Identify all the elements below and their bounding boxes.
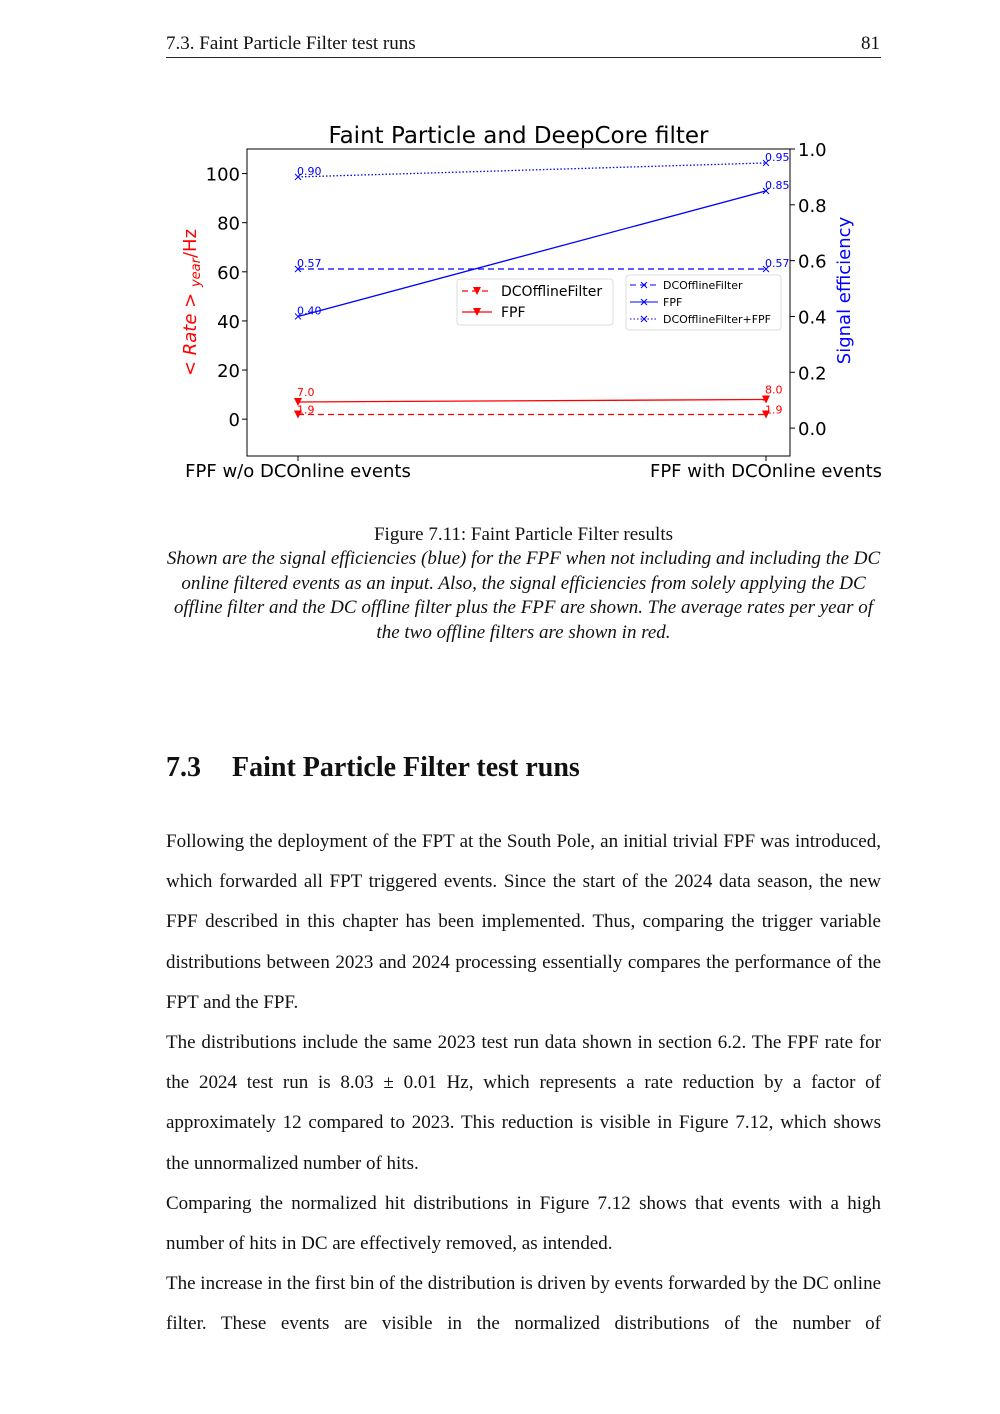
- section-title: Faint Particle Filter test runs: [232, 752, 580, 783]
- y-axis-label-right: Signal efficiency: [834, 216, 855, 365]
- page-number: 81: [861, 33, 880, 54]
- y-tick-label-right: 0.6: [798, 251, 827, 273]
- y-tick-label-right: 0.0: [798, 419, 827, 441]
- data-label: 0.85: [765, 178, 790, 192]
- data-label: 0.57: [765, 257, 790, 271]
- data-label: 1.9: [297, 403, 315, 417]
- y-tick-label-left: 40: [217, 311, 240, 333]
- y-tick-label-left: 0: [228, 410, 240, 432]
- y-axis-label-left: < Rate > $_{year}$/Hz: [180, 228, 204, 377]
- data-label: 0.95: [765, 150, 790, 164]
- y-tick-label-left: 100: [205, 164, 240, 186]
- legend-label: DCOfflineFilter: [501, 284, 603, 300]
- body-text: [166, 822, 881, 1345]
- section-number: 7.3: [166, 752, 201, 783]
- data-label: 0.40: [297, 304, 322, 318]
- data-label: 7.0: [297, 385, 315, 399]
- data-label: 1.9: [765, 403, 783, 417]
- x-tick-label: FPF with DCOnline events: [649, 461, 883, 482]
- chart: [0, 100, 1000, 500]
- running-header: 7.3. Faint Particle Filter test runs: [166, 33, 416, 54]
- y-tick-label-right: 0.8: [798, 195, 827, 217]
- legend-label: DCOfflineFilter+FPF: [663, 313, 771, 326]
- data-label: 0.90: [297, 164, 322, 178]
- x-tick-label: FPF w/o DCOnline events: [185, 461, 411, 482]
- y-tick-label-right: 0.2: [798, 363, 827, 385]
- y-tick-label-left: 20: [217, 361, 240, 383]
- y-tick-label-right: 1.0: [798, 140, 827, 161]
- y-tick-label-left: 60: [217, 262, 240, 284]
- paragraph: Following the deployment of the FPT at the South Pole, an initial trivial FPF was introduced, which forwarded all FPT triggered events. Since the start of the 2024 data season, the new FPF described in this chapter has been implemented. Thus, comparing the trigger variable distributions between 2023 and 2024 processing essentially compares the performance of the FPT and the FPF.: [166, 831, 881, 1013]
- data-label: 0.57: [297, 257, 322, 271]
- header-rule: [166, 57, 881, 58]
- data-label: 8.0: [765, 383, 783, 397]
- chart-title: Faint Particle and DeepCore filter: [328, 123, 709, 149]
- section-heading: [166, 752, 580, 784]
- series-line: [298, 400, 766, 402]
- y-tick-label-right: 0.4: [798, 307, 827, 329]
- paragraph: Comparing the normalized hit distributions in Figure 7.12 shows that events with a high number of hits in DC are effectively removed, as intended.: [166, 1192, 881, 1255]
- series-line: [298, 163, 766, 177]
- legend-label: FPF: [501, 305, 526, 321]
- paragraph: The increase in the first bin of the distribution is driven by events forwarded by the DC online filter. These events are visible in the normalized distributions of the number of: [166, 1273, 881, 1335]
- legend-label: DCOfflineFilter: [663, 279, 743, 292]
- y-tick-label-left: 80: [217, 213, 240, 235]
- legend-label: FPF: [663, 296, 683, 309]
- figure-caption-text: Shown are the signal efficiencies (blue) for the FPF when not including and including the DC online filtered events as an input. Also, the signal efficiencies from solely applying the DC offline filter and the DC offline filter plus the FPF are shown. The average rates per year of the two offline filters are shown in red.: [166, 548, 881, 643]
- figure-caption-title: Figure 7.11: Faint Particle Filter results: [373, 524, 674, 545]
- paragraph: The distributions include the same 2023 test run data shown in section 6.2. The FPF rate for the 2024 test run is 8.03 ± 0.01 Hz, which represents a rate reduction by a factor of approximately 12 compared to 2023. This reduction is visible in Figure 7.12, which shows the unnormalized number of hits.: [166, 1032, 881, 1174]
